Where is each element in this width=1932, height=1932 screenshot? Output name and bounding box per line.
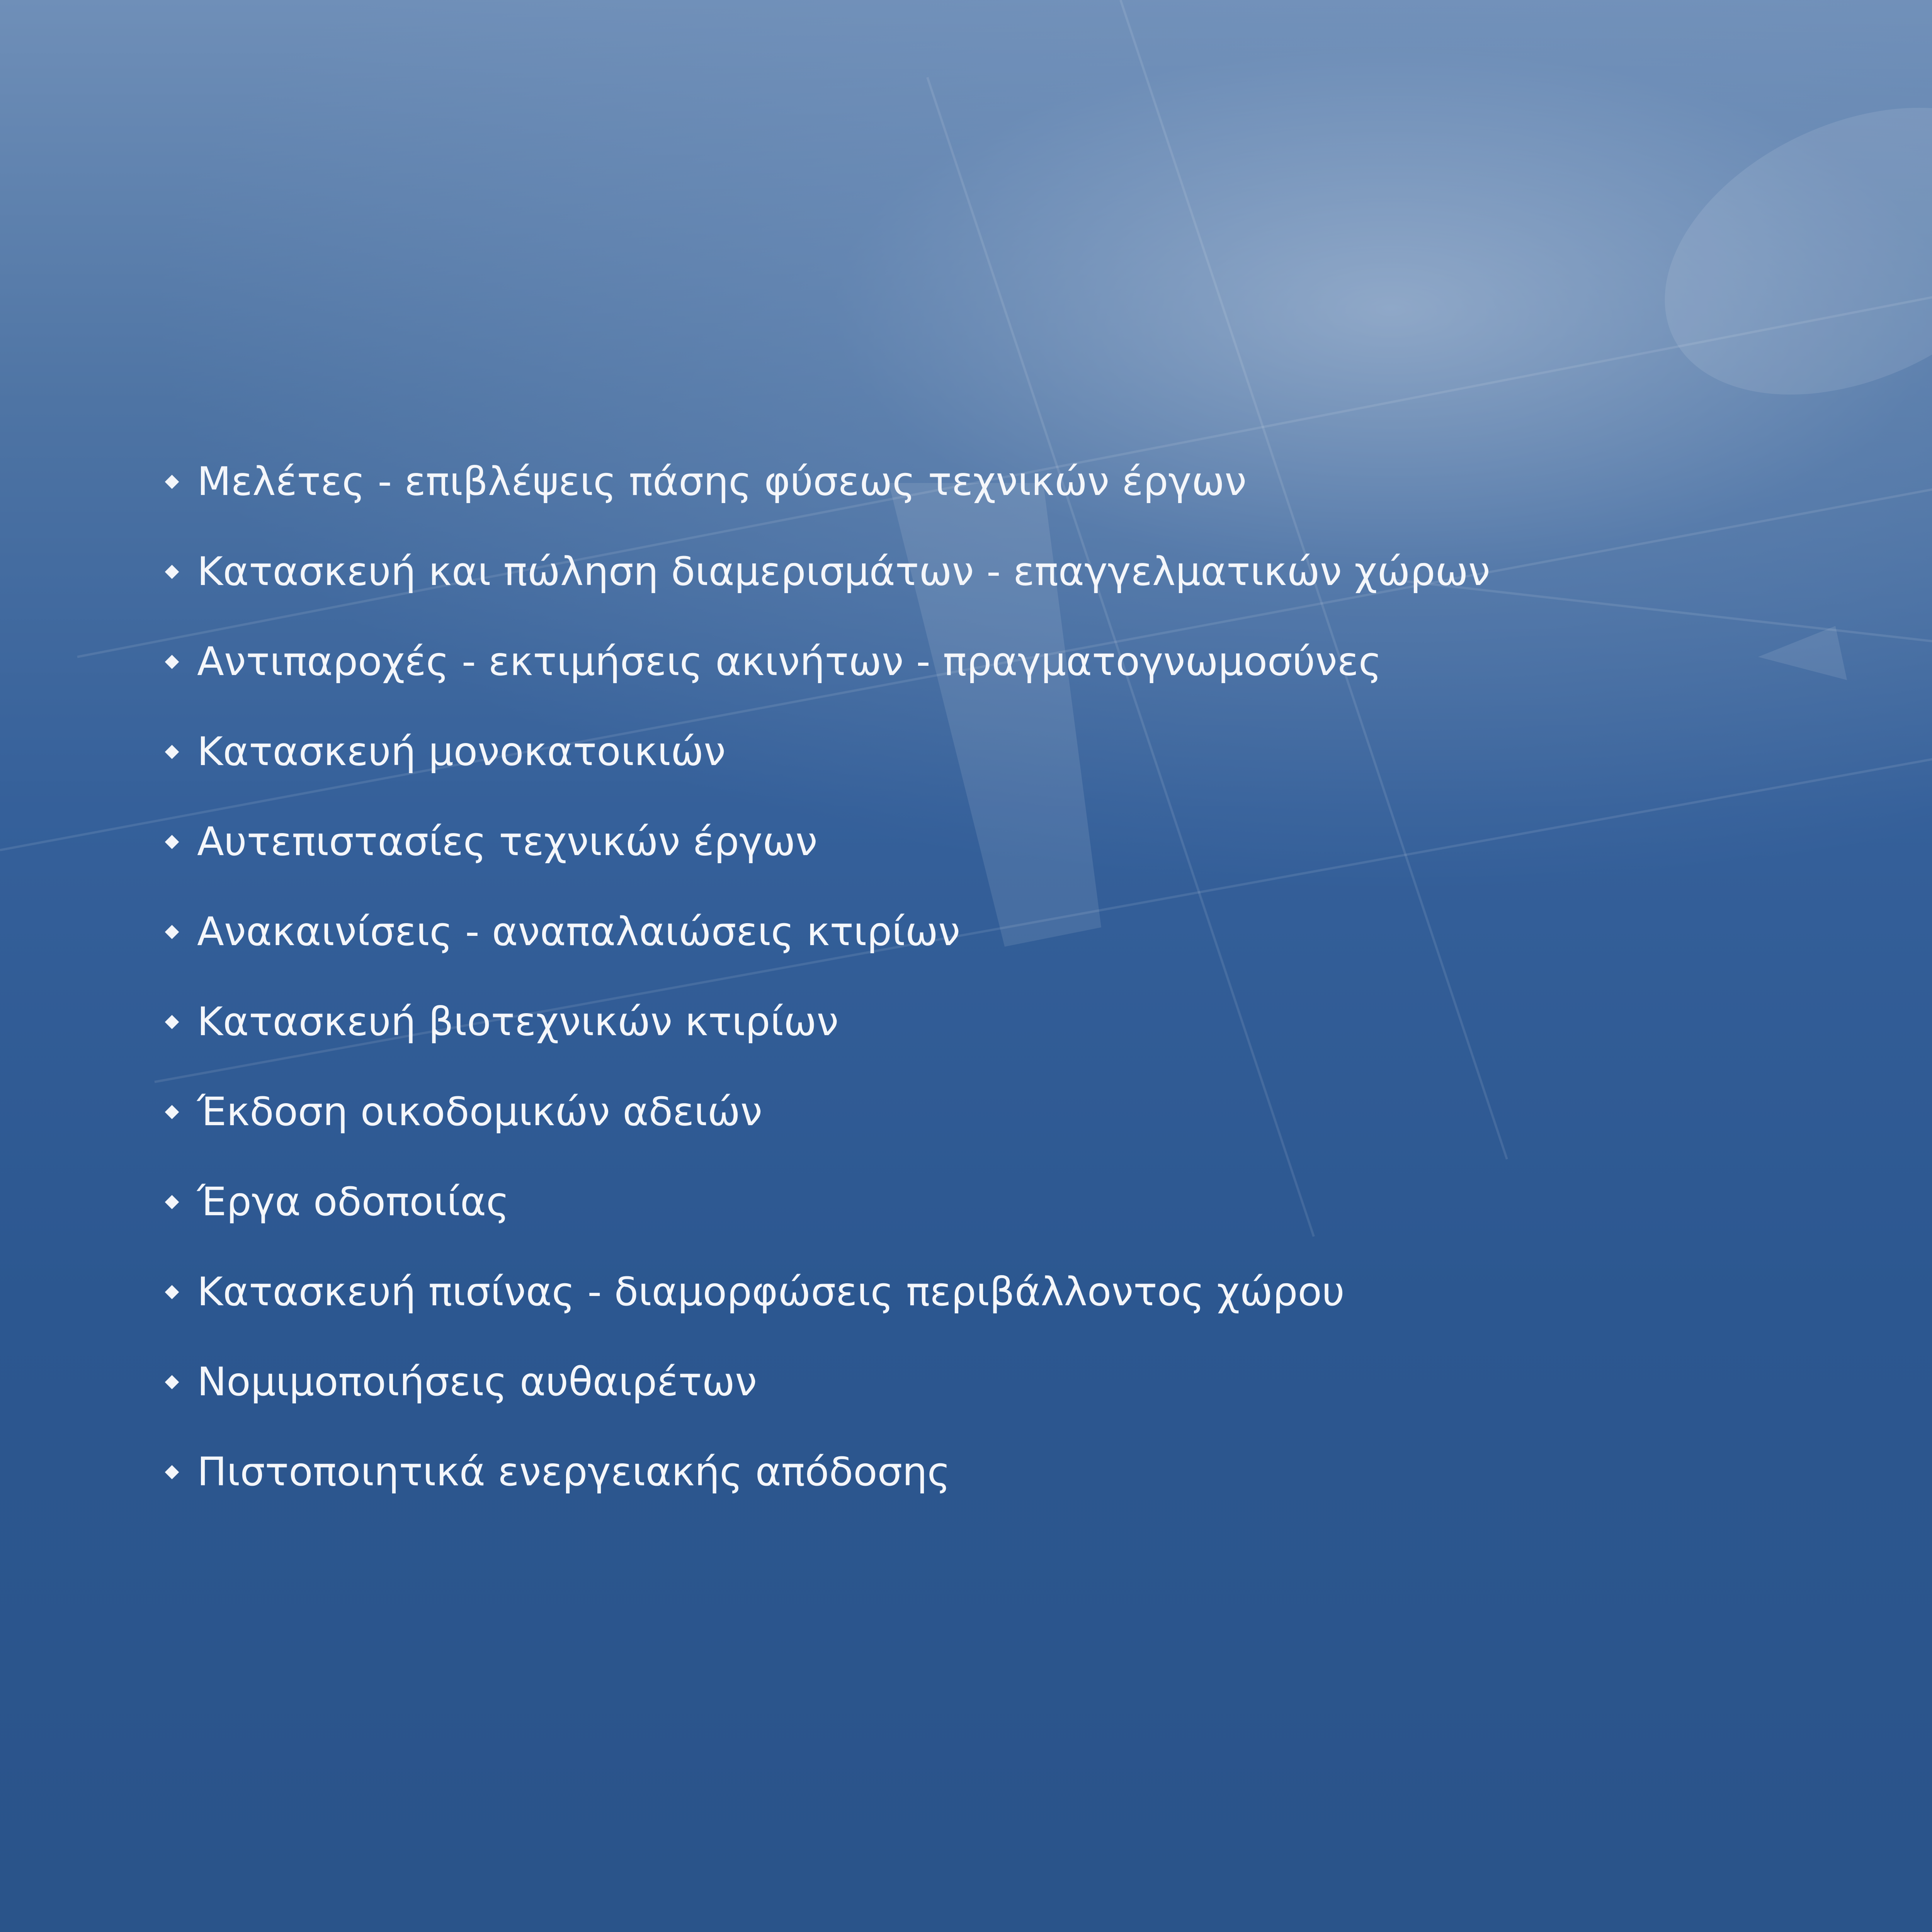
service-label: Ανακαινίσεις - αναπαλαιώσεις κτιρίων (197, 909, 961, 955)
diamond-bullet-icon (165, 1015, 179, 1029)
service-label: Νομιμοποιήσεις αυθαιρέτων (197, 1359, 757, 1405)
diamond-bullet-icon (165, 565, 179, 579)
service-label: Αυτεπιστασίες τεχνικών έργων (197, 819, 818, 865)
service-item (162, 1067, 1824, 1157)
service-item (162, 707, 1824, 797)
service-item (162, 797, 1824, 887)
diamond-bullet-icon (165, 1285, 179, 1299)
diamond-bullet-icon (165, 1195, 179, 1209)
diamond-bullet-icon (165, 655, 179, 669)
service-label: Μελέτες - επιβλέψεις πάσης φύσεως τεχνικών έργων (197, 459, 1247, 505)
service-item (162, 437, 1824, 527)
diamond-bullet-icon (165, 475, 179, 489)
service-item (162, 1247, 1824, 1337)
service-item (162, 617, 1824, 707)
diamond-bullet-icon (165, 1105, 179, 1119)
service-label: Κατασκευή μονοκατοικιών (197, 729, 726, 775)
diamond-bullet-icon (165, 1465, 179, 1480)
diamond-bullet-icon (165, 1375, 179, 1389)
service-item (162, 1337, 1824, 1427)
service-item (162, 887, 1824, 977)
service-label: Αντιπαροχές - εκτιμήσεις ακινήτων - πραγματογνωμοσύνες (197, 639, 1382, 685)
service-item (162, 1157, 1824, 1247)
diamond-bullet-icon (165, 745, 179, 759)
service-label: Έργα οδοποιίας (197, 1179, 510, 1225)
service-item (162, 977, 1824, 1067)
service-label: Κατασκευή βιοτεχνικών κτιρίων (197, 999, 839, 1045)
service-item (162, 527, 1824, 617)
service-label: Πιστοποιητικά ενεργειακής απόδοσης (197, 1449, 951, 1495)
service-label: Κατασκευή πισίνας - διαμορφώσεις περιβάλλοντος χώρου (197, 1269, 1345, 1315)
service-label: Έκδοση οικοδομικών αδειών (197, 1089, 763, 1135)
diamond-bullet-icon (165, 925, 179, 939)
service-item (162, 1427, 1824, 1517)
diamond-bullet-icon (165, 835, 179, 849)
service-label: Κατασκευή και πώληση διαμερισμάτων - επαγγελματικών χώρων (197, 549, 1490, 595)
services-list (162, 437, 1824, 1517)
